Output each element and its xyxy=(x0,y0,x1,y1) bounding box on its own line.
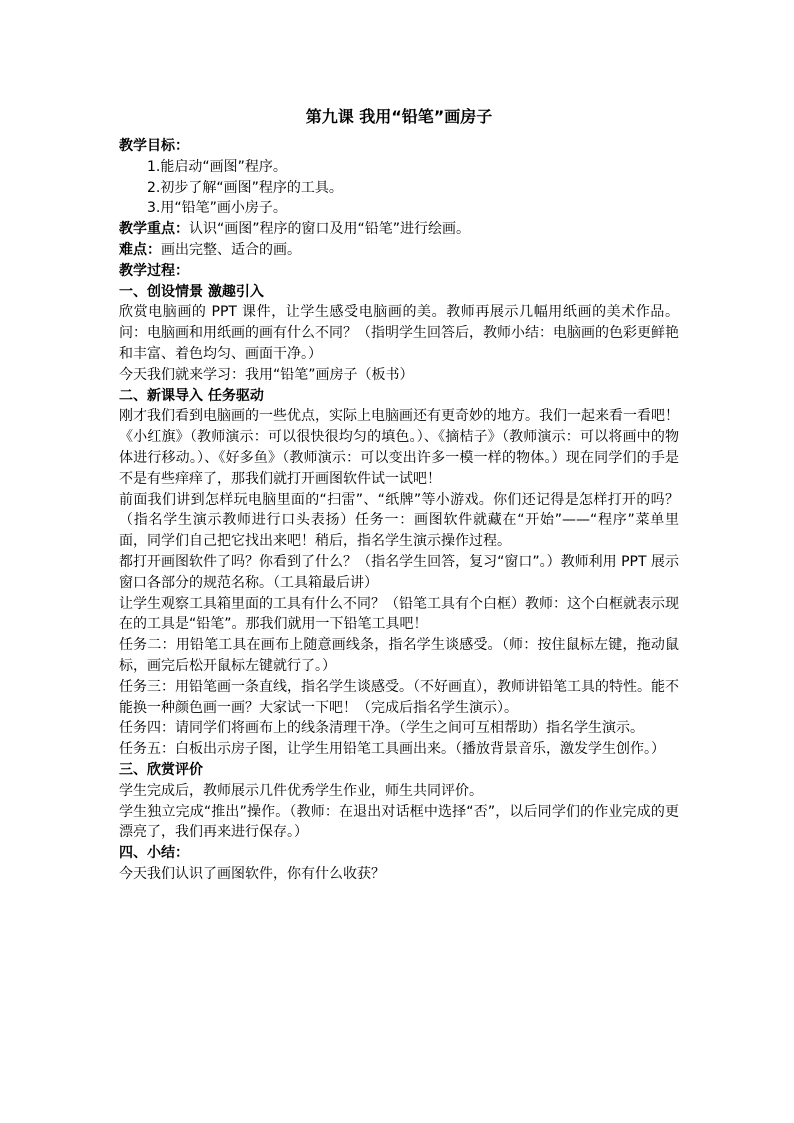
key-point-label: 教学重点： xyxy=(119,221,189,238)
paragraph: 任务三：用铅笔画一条直线，指名学生谈感受。（不好画直），教师讲铅笔工具的特性。能不能换一种颜色画一画？大家试一下吧！（完成后指名学生演示）。 xyxy=(119,678,679,716)
paragraph: 前面我们讲到怎样玩电脑里面的“扫雷”、“纸牌”等小游戏。你们还记得是怎样打开的吗？（指名学生演示教师进行口头表扬）任务一：画图软件就藏在“开始”——“程序”菜单里面，同学们自己把它找出来吧！稍后，指名学生演示操作过程。 xyxy=(119,491,679,550)
paragraph: 学生独立完成“推出”操作。（教师：在退出对话框中选择“否”，以后同学们的作业完成的更漂亮了，我们再来进行保存。） xyxy=(119,803,679,841)
process-heading: 教学过程： xyxy=(119,262,189,279)
section-heading: 三、欣赏评价 xyxy=(119,761,203,778)
document-page xyxy=(119,104,679,885)
goal-item: 2.初步了解“画图”程序的工具。 xyxy=(147,179,343,196)
paragraph: 欣赏电脑画的 PPT 课件，让学生感受电脑画的美。教师再展示几幅用纸画的美术作品。问：电脑画和用纸画的画有什么不同？（指明学生回答后，教师小结：电脑画的色彩更鲜艳和丰富、着色均匀、画面干净。） xyxy=(119,304,679,362)
section-heading: 一、创设情景 激趣引入 xyxy=(119,283,264,300)
lesson-title: 第九课 我用“铅笔”画房子 xyxy=(305,107,493,126)
paragraph: 刚才我们看到电脑画的一些优点，实际上电脑画还有更奇妙的地方。我们一起来看一看吧！《小红旗》（教师演示：可以很快很均匀的填色。）、《摘桔子》（教师演示：可以将画中的物体进行移动。）、《好多鱼》（教师演示：可以变出许多一模一样的物体。）现在同学们的手是不是有些痒痒了，那我们就打开画图软件试一试吧！ xyxy=(119,408,679,487)
paragraph: 任务二：用铅笔工具在画布上随意画线条，指名学生谈感受。（师：按住鼠标左键，拖动鼠标，画完后松开鼠标左键就行了。） xyxy=(119,637,679,674)
paragraph: 学生完成后，教师展示几件优秀学生作业，师生共同评价。 xyxy=(119,782,483,799)
goal-item: 1.能启动“画图”程序。 xyxy=(147,158,287,175)
paragraph: 都打开画图软件了吗？你看到了什么？（指名学生回答，复习“窗口”。）教师利用 PPT 展示窗口各部分的规范名称。（工具箱最后讲） xyxy=(119,553,679,591)
difficulty-text: 画出完整、适合的画。 xyxy=(161,241,301,258)
key-point-text: 认识“画图”程序的窗口及用“铅笔”进行绘画。 xyxy=(189,221,471,238)
paragraph: 让学生观察工具箱里面的工具有什么不同？（铅笔工具有个白框）教师：这个白框就表示现在的工具是“铅笔”。那我们就用一下铅笔工具吧！ xyxy=(119,595,679,633)
section-heading: 二、新课导入 任务驱动 xyxy=(119,387,264,404)
goals-heading: 教学目标： xyxy=(119,138,189,154)
key-point xyxy=(119,219,679,240)
paragraph: 今天我们认识了画图软件，你有什么收获？ xyxy=(119,865,385,882)
difficulty-label: 难点： xyxy=(119,241,161,258)
paragraph: 任务五：白板出示房子图，让学生用铅笔工具画出来。（播放背景音乐，激发学生创作。） xyxy=(119,741,665,758)
goal-item: 3.用“铅笔”画小房子。 xyxy=(147,200,287,217)
paragraph: 任务四：请同学们将画布上的线条清理干净。（学生之间可互相帮助）指名学生演示。 xyxy=(119,720,644,737)
difficulty xyxy=(119,240,679,261)
paragraph: 今天我们就来学习：我用“铅笔”画房子（板书） xyxy=(119,366,414,383)
section-heading: 四、小结： xyxy=(119,845,189,862)
